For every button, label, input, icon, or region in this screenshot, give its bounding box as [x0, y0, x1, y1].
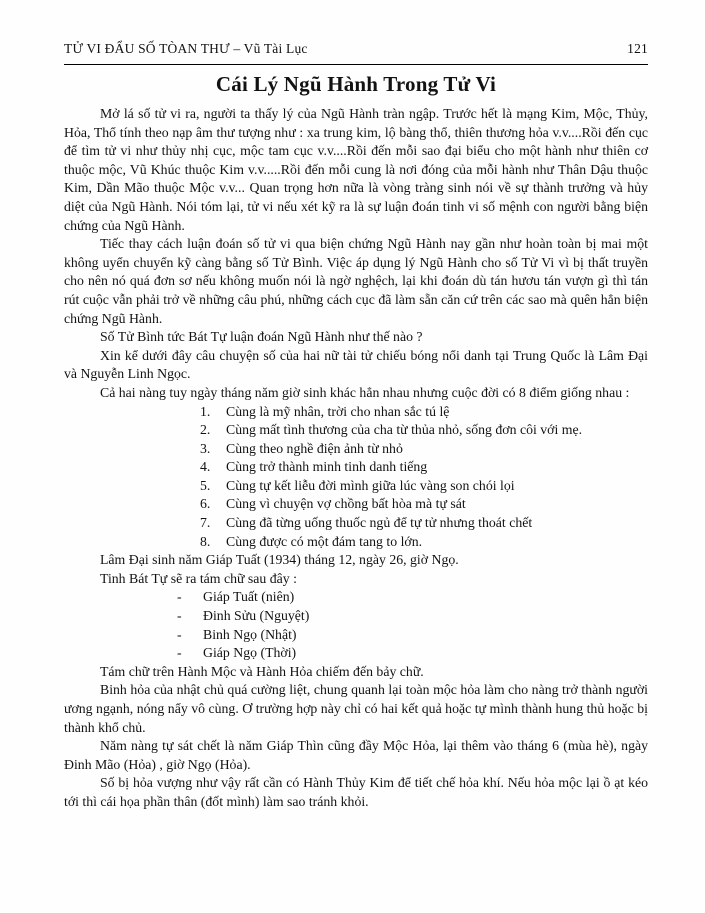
list-item-number: 6. — [200, 496, 211, 512]
list-item-dash: - — [177, 608, 182, 624]
list-item-text: Cùng mất tình thương của cha từ thủa nhỏ, sống đơn côi với mẹ. — [226, 422, 583, 438]
list-item-dash: - — [177, 645, 182, 661]
list-item — [200, 458, 648, 477]
list-item-number: 5. — [200, 477, 211, 493]
similarities-list — [200, 403, 648, 552]
body-text — [64, 105, 648, 812]
running-title: TỬ VI ĐẨU SỐ TÒAN THƯ – Vũ Tài Lục — [64, 41, 308, 56]
list-item-text: Giáp Ngọ (Thời) — [203, 645, 297, 661]
list-item-number: 7. — [200, 515, 211, 531]
list-item-text: Cùng được có một đám tang to lớn. — [226, 533, 423, 549]
bat-tu-list — [177, 588, 648, 662]
list-item-dash: - — [177, 626, 182, 642]
list-item-text: Binh Ngọ (Nhật) — [203, 626, 297, 642]
list-item — [200, 477, 648, 496]
list-item — [200, 495, 648, 514]
list-item — [200, 533, 648, 552]
para-8: Tám chữ trên Hành Mộc và Hành Hỏa chiếm đến bảy chữ. — [100, 663, 424, 679]
para-2: Tiếc thay cách luận đoán số tử vi qua biện chứng Ngũ Hành nay gần như hoàn toàn bị mai một không uyển chuyển kỹ càng bằng số Tử Bình. Việc áp dụng lý Ngũ Hành cho số Tử Vi vì bị thất truyền cho nên nó quá đơn sơ nếu không muốn nói là ngờ nghệch, lại khi đoán dù tán hươu tán vượn gì thì tán rút cuộc vẫn phải trở về những câu phú, những cách cục đã làm sẵn căn cứ trên các sao mà quên hẳn biện chứng Ngũ Hành. — [64, 236, 648, 326]
page-number: 121 — [627, 41, 648, 56]
page-header — [64, 41, 648, 57]
list-item — [177, 644, 648, 663]
list-item — [177, 607, 648, 626]
para-9: Binh hỏa của nhật chủ quá cường liệt, chung quanh lại toàn mộc hỏa làm cho nàng trở thành người ương ngạnh, nóng nẩy vô cùng. Ơ trường hợp này chỉ có hai kết quả hoặc tự mình thành hung thủ hoặc bị thành khổ chủ. — [64, 682, 648, 735]
list-item-number: 3. — [200, 440, 211, 456]
list-item — [177, 588, 648, 607]
para-1: Mở lá số tử vi ra, người ta thấy lý của Ngũ Hành tràn ngập. Trước hết là mạng Kim, Mộc, Thủy, Hỏa, Thổ tính theo nạp âm thư tượng như : xa trung kim, lộ bàng thổ, thiên thương hỏa v.v....Rồi đến cục để tìm tử vi như thủy nhị cục, mộc tam cục v.v....Rồi đến mỗi sao đại biểu cho một hành như thiên cơ thuộc mộc, Vũ Khúc thuộc Kim v.v.....Rồi đến mỗi cung là nơi đóng của mỗi hành như Thân Dậu thuộc Kim, Dần Mão thuộc Mộc v.v... Quan trọng hơn nữa là vòng tràng sinh nói về sự thành trưởng và hủy diệt của Ngũ Hành. Nói tóm lại, tử vi nếu xét kỹ ra là sự luận đoán tinh vi số mệnh con người bằng biện chứng của Ngũ Hành. — [64, 106, 648, 233]
list-item-number: 4. — [200, 459, 211, 475]
list-item-text: Cùng đã từng uống thuốc ngủ để tự tử nhưng thoát chết — [226, 515, 533, 531]
para-11: Số bị hỏa vượng như vậy rất cần có Hành Thủy Kim để tiết chế hỏa khí. Nếu hỏa mộc lại ồ ạt kéo tới thì cái họa phần thân (đốt mình) làm sao tránh khỏi. — [64, 775, 648, 809]
list-item-dash: - — [177, 589, 182, 605]
para-7: Tinh Bát Tự sẽ ra tám chữ sau đây : — [100, 570, 297, 586]
para-6: Lâm Đại sinh năm Giáp Tuất (1934) tháng 12, ngày 26, giờ Ngọ. — [100, 552, 459, 568]
list-item-text: Cùng theo nghề điện ảnh từ nhỏ — [226, 440, 403, 456]
list-item — [200, 403, 648, 422]
list-item-number: 2. — [200, 422, 211, 438]
para-4: Xin kể dưới đây câu chuyện số của hai nữ tài tử chiếu bóng nổi danh tại Trung Quốc là Lâm Đại và Nguyễn Linh Ngọc. — [64, 347, 648, 382]
list-item-text: Cùng trở thành minh tinh danh tiếng — [226, 459, 428, 475]
para-10: Năm nàng tự sát chết là năm Giáp Thìn cũng đầy Mộc Hỏa, lại thêm vào tháng 6 (mùa hè), ngày Đinh Mão (Hỏa) , giờ Ngọ (Hỏa). — [64, 738, 648, 772]
list-item-text: Cùng tự kết liễu đời mình giữa lúc vàng son chói lọi — [226, 477, 515, 493]
header-rule — [64, 64, 648, 65]
list-item — [200, 514, 648, 533]
list-item-text: Đinh Sửu (Nguyệt) — [203, 608, 310, 624]
list-item — [177, 626, 648, 645]
list-item-number: 1. — [200, 403, 211, 419]
list-item-text: Cùng vì chuyện vợ chồng bất hòa mà tự sát — [226, 496, 466, 512]
list-item — [200, 421, 648, 440]
list-item-text: Giáp Tuất (niên) — [203, 589, 295, 605]
para-3: Số Tử Bình tức Bát Tự luận đoán Ngũ Hành như thế nào ? — [100, 329, 423, 345]
list-item — [200, 440, 648, 459]
list-item-text: Cùng là mỹ nhân, trời cho nhan sắc tú lệ — [226, 403, 450, 419]
para-5: Cả hai nàng tuy ngày tháng năm giờ sinh khác hẳn nhau nhưng cuộc đời có 8 điểm giống nhau : — [100, 384, 630, 400]
list-item-number: 8. — [200, 533, 211, 549]
chapter-title: Cái Lý Ngũ Hành Trong Tử Vi — [215, 72, 497, 96]
